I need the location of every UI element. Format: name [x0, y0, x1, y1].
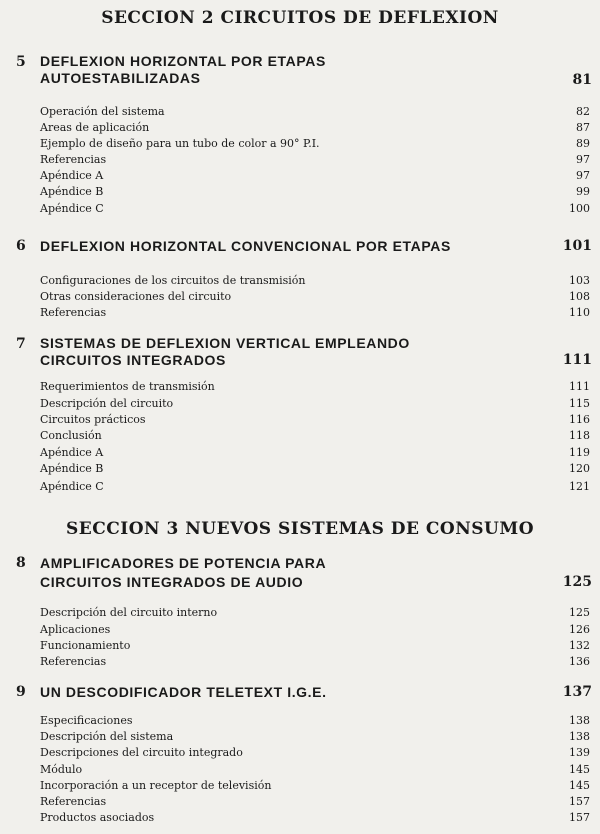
toc-entry-label: Aplicaciones — [40, 623, 111, 636]
section-3-title: SECCION 3 NUEVOS SISTEMAS DE CONSUMO — [65, 519, 535, 539]
toc-entry-page: 87 — [576, 121, 590, 134]
toc-entry-label: Descripción del circuito interno — [40, 606, 218, 619]
toc-entry-label: Apéndice A — [40, 446, 104, 459]
toc-entry[interactable] — [40, 136, 590, 152]
toc-entry-page: 103 — [569, 274, 590, 287]
toc-entry-label: Referencias — [40, 655, 107, 668]
toc-entry[interactable] — [40, 379, 590, 395]
chapter-5-page: 81 — [572, 72, 592, 88]
toc-entry-page: 139 — [569, 746, 590, 759]
chapter-title-line: AMPLIFICADORES DE POTENCIA PARA — [40, 555, 327, 571]
toc-entry[interactable] — [40, 396, 590, 412]
chapter-5-title — [40, 53, 460, 87]
toc-entry-page: 125 — [569, 606, 590, 619]
toc-entry-page: 111 — [569, 380, 590, 393]
toc-entry[interactable] — [40, 778, 590, 794]
toc-entry-page: 157 — [569, 795, 590, 808]
chapter-6-title — [40, 238, 520, 255]
toc-entry[interactable] — [40, 168, 590, 184]
toc-entry[interactable] — [40, 412, 590, 428]
toc-entry-page: 121 — [569, 480, 590, 493]
toc-entry-label: Apéndice C — [40, 202, 104, 215]
chapter-title-line: SISTEMAS DE DEFLEXION VERTICAL EMPLEANDO — [40, 335, 410, 351]
toc-entry-page: 100 — [569, 202, 590, 215]
chapter-8-title — [40, 555, 460, 591]
chapter-8-number: 8 — [16, 555, 26, 571]
chapter-title-line: DEFLEXION HORIZONTAL POR ETAPAS — [40, 53, 326, 69]
toc-entry-label: Descripción del sistema — [40, 730, 174, 743]
toc-entry-page: 97 — [576, 169, 590, 182]
toc-entry-label: Configuraciones de los circuitos de transmisión — [40, 274, 306, 287]
toc-entry[interactable] — [40, 273, 590, 289]
toc-entry-page: 157 — [569, 811, 590, 824]
toc-entry[interactable] — [40, 184, 590, 200]
toc-entry[interactable] — [40, 622, 590, 638]
toc-entry[interactable] — [40, 305, 590, 321]
toc-entry-page: 138 — [569, 714, 590, 727]
toc-entry-label: Otras consideraciones del circuito — [40, 290, 232, 303]
toc-entry[interactable] — [40, 605, 590, 621]
toc-entry[interactable] — [40, 445, 590, 461]
toc-entry-label: Apéndice C — [40, 480, 104, 493]
chapter-7-page: 111 — [562, 352, 592, 368]
toc-entry-page: 119 — [569, 446, 590, 459]
chapter-9-page: 137 — [562, 684, 592, 700]
toc-entry[interactable] — [40, 654, 590, 670]
toc-entry-label: Areas de aplicación — [40, 121, 150, 134]
toc-entry-label: Apéndice B — [40, 185, 104, 198]
toc-entry[interactable] — [40, 461, 590, 477]
chapter-title-line: DEFLEXION HORIZONTAL CONVENCIONAL POR ETAPAS — [40, 238, 451, 254]
toc-entry-page: 82 — [576, 105, 590, 118]
toc-entry-label: Funcionamiento — [40, 639, 131, 652]
toc-entry[interactable] — [40, 729, 590, 745]
chapter-5-number: 5 — [16, 54, 26, 70]
chapter-8-page: 125 — [562, 574, 592, 590]
chapter-9-title — [40, 684, 460, 701]
chapter-title-line: CIRCUITOS INTEGRADOS — [40, 352, 226, 368]
section-2-title: SECCION 2 CIRCUITOS DE DEFLEXION — [101, 8, 499, 28]
toc-entry[interactable] — [40, 201, 590, 217]
toc-entry-page: 145 — [569, 763, 590, 776]
toc-entry-label: Especificaciones — [40, 714, 133, 727]
toc-entry-label: Descripción del circuito — [40, 397, 174, 410]
chapter-6-number: 6 — [16, 238, 26, 254]
toc-entry[interactable] — [40, 120, 590, 136]
chapter-7-title — [40, 335, 460, 369]
toc-entry-page: 99 — [576, 185, 590, 198]
toc-entry-label: Descripciones del circuito integrado — [40, 746, 243, 759]
chapter-title-line: UN DESCODIFICADOR TELETEXT I.G.E. — [40, 684, 327, 700]
toc-entry-page: 110 — [569, 306, 590, 319]
toc-entry-page: 126 — [569, 623, 590, 636]
toc-entry-label: Apéndice B — [40, 462, 104, 475]
toc-entry-label: Operación del sistema — [40, 105, 165, 118]
toc-entry-page: 108 — [569, 290, 590, 303]
toc-entry-page: 136 — [569, 655, 590, 668]
toc-entry[interactable] — [40, 638, 590, 654]
toc-entry[interactable] — [40, 713, 590, 729]
toc-entry-page: 132 — [569, 639, 590, 652]
toc-entry[interactable] — [40, 152, 590, 168]
chapter-7-number: 7 — [16, 336, 26, 352]
toc-entry[interactable] — [40, 428, 590, 444]
toc-entry[interactable] — [40, 762, 590, 778]
toc-entry-label: Apéndice A — [40, 169, 104, 182]
toc-entry-label: Referencias — [40, 306, 107, 319]
toc-entry-page: 97 — [576, 153, 590, 166]
toc-entry-page: 116 — [569, 413, 590, 426]
chapter-title-line: CIRCUITOS INTEGRADOS DE AUDIO — [40, 574, 304, 590]
toc-entry-label: Circuitos prácticos — [40, 413, 146, 426]
toc-entry-label: Referencias — [40, 153, 107, 166]
toc-entry-page: 120 — [569, 462, 590, 475]
toc-entry-page: 118 — [569, 429, 590, 442]
toc-entry-label: Productos asociados — [40, 811, 155, 824]
toc-entry-page: 89 — [576, 137, 590, 150]
toc-entry-label: Módulo — [40, 763, 83, 776]
toc-entry[interactable] — [40, 745, 590, 761]
chapter-9-number: 9 — [16, 684, 26, 700]
toc-entry[interactable] — [40, 104, 590, 120]
toc-entry[interactable] — [40, 289, 590, 305]
chapter-6-page: 101 — [562, 238, 592, 254]
toc-entry-label: Incorporación a un receptor de televisión — [40, 779, 272, 792]
toc-entry[interactable] — [40, 479, 590, 495]
toc-entry[interactable] — [40, 810, 590, 826]
toc-entry-label: Ejemplo de diseño para un tubo de color a 90° P.I. — [40, 137, 320, 150]
toc-entry-page: 138 — [569, 730, 590, 743]
toc-entry-page: 115 — [569, 397, 590, 410]
toc-entry-page: 145 — [569, 779, 590, 792]
toc-entry[interactable] — [40, 794, 590, 810]
chapter-title-line: AUTOESTABILIZADAS — [40, 70, 201, 86]
toc-entry-label: Conclusión — [40, 429, 102, 442]
toc-entry-label: Requerimientos de transmisión — [40, 380, 215, 393]
toc-entry-label: Referencias — [40, 795, 107, 808]
